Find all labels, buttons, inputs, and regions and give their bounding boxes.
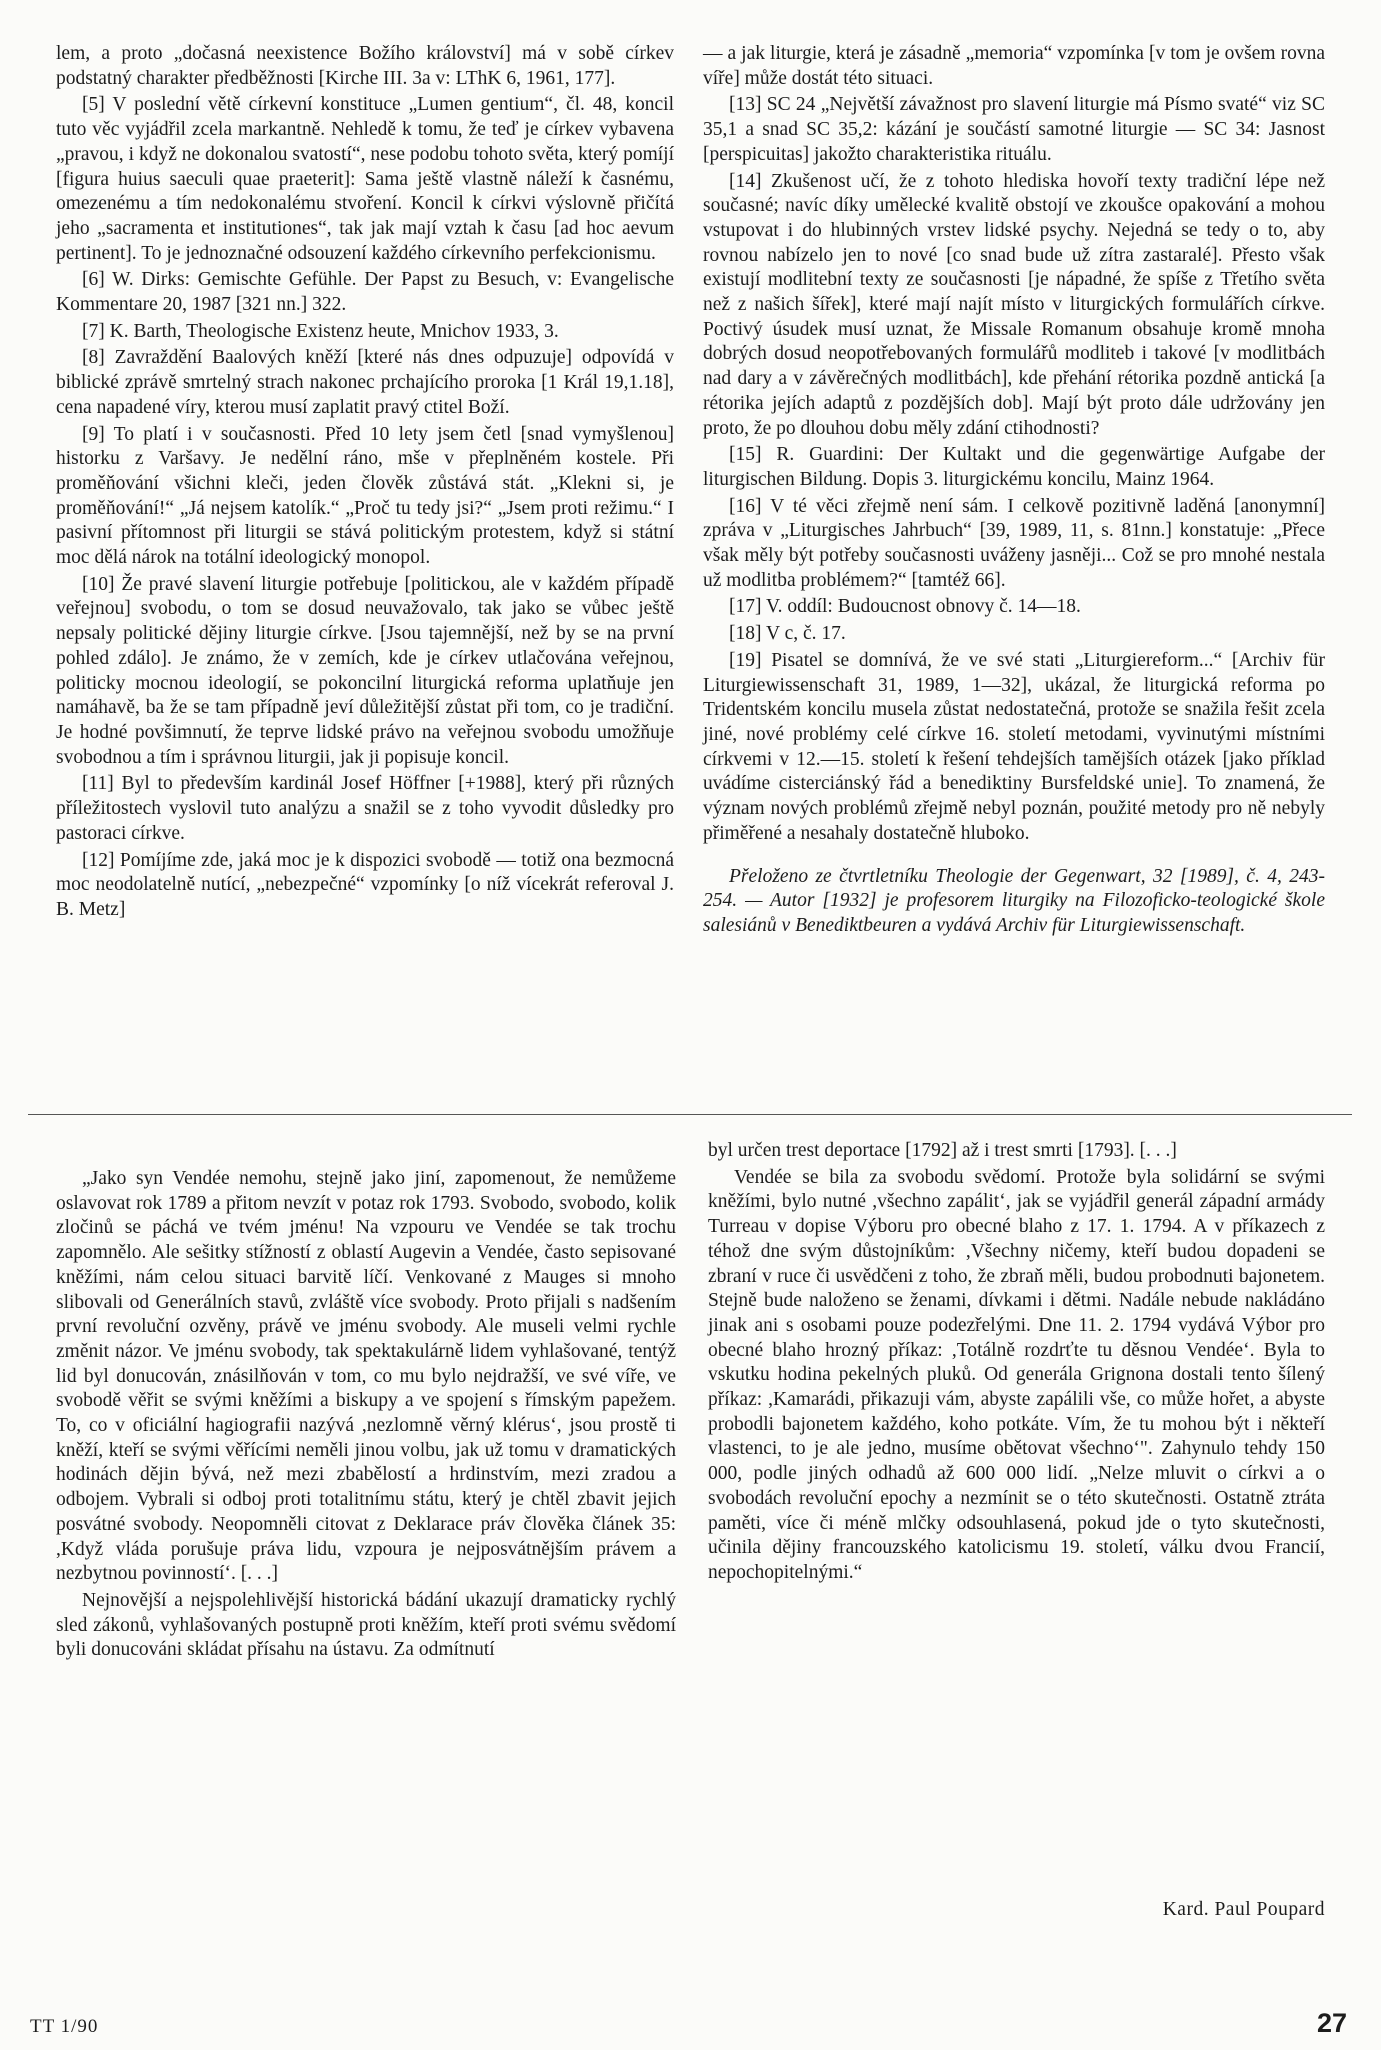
footnote: [19] Pisatel se domnívá, že ve své stati „Liturgiereform...“ [Archiv für Liturgiewissenschaft 31, 1989, 1—32], ukázal, že liturgická reforma po Tridentském koncilu musela zůstat nedostatečná, protože se snažila řešit zcela jiné, nové problémy celé církve 16. století metodami, vyvinutými místními církvemi v 12.—15. století k řešení tehdejších tamějších otázek [jako příklad uvádíme cisterciánský řád a benediktiny Bursfeldské unie]. To znamená, že význam nových problémů zřejmě nebyl poznán, použité metody pro ně nebyly přiměřené a nesahaly dostatečně hluboko. xyxy=(703,649,1325,844)
footnotes-left-column xyxy=(56,42,674,923)
footnote: [5] V poslední větě církevní konstituce „Lumen gentium“, čl. 48, koncil tuto věc vyjádřil zcela markantně. Nehledě k tomu, že teď je církev vybavena „pravou, i když ne dokonalou svatostí“, nese podobu tohoto světa, který pomíjí [figura huius saeculi quae praeterit]: Sama ještě vlastně náleží k časnému, omezenému a tím nedokonalému stvoření. Koncil k církvi výslovně přičítá jeho „sacramenta et institutiones“, tak jak mají vztah k času [ad hoc aevum pertinent]. To je jednoznačné odsouzení každého církevního perfekcionismu. xyxy=(56,94,674,264)
footnote: [7] K. Barth, Theologische Existenz heute, Mnichov 1933, 3. xyxy=(82,320,559,342)
footnote: [12] Pomíjíme zde, jaká moc je k dispozici svobodě — totiž ona bezmocná moc neodolatelně nutící, „nebezpečné“ vzpomínky [o níž vícekrát referoval J. B. Metz] xyxy=(56,849,674,920)
article-paragraph: byl určen trest deportace [1792] až i trest smrti [1793]. [. . .] xyxy=(708,1140,1177,1161)
article-paragraph: Vendée se bila za svobodu svědomí. Protože byla solidární se svými kněžími, bylo nutné ,všechno zapálit‘, jak se vyjádřil generál západní armády Turreau v dopise Výboru pro obecné blaho z 17. 1. 1794. A v příkazech z téhož dne svým důstojníkům: ,Všechny ničemy, kteří budou dopadeni se zbraní v ruce či usvědčeni z toho, že zbraň měli, budou probodnuti bajonetem. Stejně bude naloženo se ženami, dívkami i dětmi. Nadále nebude nakládáno jinak ani s osobami pouze podezřelými. Dne 11. 2. 1794 vydává Výbor pro obecné blaho hrozný příkaz: ,Totálně rozdrťte tu děsnou Vendée‘. Byla to vskutku hodina pekelných pluků. Od generála Grignona dostali tento šílený příkaz: ,Kamarádi, přikazuji vám, abyste zapálili vše, co může hořet, a abyste probodli bajonetem každého, koho potkáte. Vím, že tu mohou být i někteří vlastenci, to je ale jedno, musíme obětovat všechno‘". Zahynulo tehdy 150 000, podle jiných odhadů až 600 000 lidí. „Nelze mluvit o církvi a o svobodách revoluční epochy a nezmínit se o této skutečnosti. Ostatně ztráta paměti, více či méně mlčky odsouhlasená, pokud jde o tyto skutečnosti, učinila dějiny francouzského katolicismu 19. století, válku dvou Francií, nepochopitelnými.“ xyxy=(708,1166,1325,1583)
footnote: [13] SC 24 „Největší závažnost pro slavení liturgie má Písmo svaté“ viz SC 35,1 a snad SC 35,2: kázání je součástí samotné liturgie — SC 34: Jasnost [perspicuitas] jakožto charakteristika rituálu. xyxy=(703,94,1325,165)
footnote: [14] Zkušenost učí, že z tohoto hlediska hovoří texty tradiční lépe než současné; navíc díky umělecké kvalitě obstojí ve zkoušce opakování a mohou vstupovat i do hlubinných vrstev lidské psychy. Nejedná se tedy o to, aby rovnou nabízelo jen to nové [co snad bude už zítra zastaralé]. Přesto však existují modlitební texty ze současnosti [je nápadné, že spíše z Třetího světa než z našich šířek], které mají najít místo v liturgických formulářích církve. Poctivý úsudek musí uznat, že Missale Romanum obsahuje kromě mnoha dobrých dosud neopotřebovaných formulářů modliteb i takové [v modlitbách nad dary a v závěrečných modlitbách], kde přehání rétorika pozdně antická [a rétorika jejích adaptů z pozdějších dob]. Mají být proto dále udržovány jen proto, že po dlouhou dobu měly zdání ctihodnosti? xyxy=(703,170,1325,439)
section-divider xyxy=(28,1114,1352,1115)
footnote: [16] V té věci zřejmě není sám. I celkově pozitivně laděná [anonymní] zpráva v „Liturgisches Jahrbuch“ [39, 1989, 11, s. 81nn.] konstatuje: „Přece však měly být potřeby současnosti uváženy jasněji... Což se pro mnohé nestala už modlitba problémem?“ [tamtéž 66]. xyxy=(703,495,1325,591)
footnote: [8] Zavraždění Baalových kněží [které nás dnes odpuzuje] odpovídá v biblické zprávě smrtelný strach nakonec prchajícího proroka [1 Král 19,1.18], cena napadené víry, kterou musí zaplatit pravý ctitel Boží. xyxy=(56,347,674,418)
author-signature: Kard. Paul Poupard xyxy=(1162,1899,1325,1920)
footnote: [15] R. Guardini: Der Kultakt und die gegenwärtige Aufgabe der liturgischen Bildung. Dopis 3. liturgickému koncilu, Mainz 1964. xyxy=(703,444,1325,490)
footnote: [18] V c, č. 17. xyxy=(729,623,846,645)
issue-label: TT 1/90 xyxy=(30,2016,99,2037)
page-number: 27 xyxy=(1316,2008,1347,2038)
source-note: Přeloženo ze čtvrtletníku Theologie der Gegenwart, 32 [1989], č. 4, 243-254. — Autor [1932] je profesorem liturgiky na Filozoficko-teologické škole salesiánů v Benediktbeuren a vydává Archiv für Liturgiewissenschaft. xyxy=(703,865,1325,936)
footnote: [17] V. oddíl: Budoucnost obnovy č. 14—18. xyxy=(729,596,1081,618)
footnotes-right-column xyxy=(703,42,1325,939)
footnote: — a jak liturgie, která je zásadně „memoria“ vzpomínka [v tom je ovšem rovna víře] může dostát této situaci. xyxy=(703,43,1325,89)
footnote: [10] Že pravé slavení liturgie potřebuje [politickou, ale v každém případě veřejnou] svobodu, o tom se dosud neuvažovalo, tak jako se vůbec ještě nepsaly politické dějiny liturgie církve. [Jsou tajemnější, než by se na první pohled zdálo]. Je známo, že v zemích, kde je církev utlačována veřejnou, politicky mocnou ideologií, se pokoncilní liturgická reforma uplatňuje jen namáhavě, ba že se tam případně jeví důležitější zůstat při tom, co je tradiční. Je hodné povšimnutí, že teprve lidské právo na veřejnou svobodu umožňuje svobodnou a tím i správnou liturgii, jak ji popisuje koncil. xyxy=(56,573,674,768)
footnote: lem, a proto „dočasná neexistence Božího království] má v sobě církev podstatný charakter předběžnosti [Kirche III. 3a v: LThK 6, 1961, 177]. xyxy=(56,43,674,89)
article-paragraph: Nejnovější a nejspolehlivější historická bádání ukazují dramaticky rychlý sled zákonů, vyhlašovaných postupně proti kněžím, kteří proti svému svědomí byli donucováni skládat přísahu na ústavu. Za odmítnutí xyxy=(56,1589,676,1661)
article-paragraph: „Jako syn Vendée nemohu, stejně jako jiní, zapomenout, že nemůžeme oslavovat rok 1789 a přitom nevzít v potaz rok 1793. Svobodo, svobodo, kolik zločinů se páchá ve tvém jménu! Na vzpouru ve Vendée se tak trochu zapomnělo. Ale sešitky stížností z oblastí Augevin a Vendée, často sepisované kněžími, nám celou situaci barvitě líčí. Venkované z Mauges si mnoho slibovali od Generálních stavů, zvláště více svobody. Proto přijali s nadšením první revoluční ozvěny, právě ve jménu svobody. Ale museli velmi rychle změnit názor. Ve jménu svobody, tak spektakulárně lidem vyhlašované, tentýž lid byl donucován, znásilňován v tom, co mu bylo nejdražší, ve své víře, ve svobodě věřit se svými kněžími a biskupy a ve spojení s římským papežem. To, co v oficiální hagiografii nazývá ,nezlomně věrný klérus‘, jsou prostě ti kněží, kteří se svými věřícími neměli jinou volbu, jak už tomu v dramatických hodinách dějin bývá, než mezi zbabělostí a hrdinstvím, mezi zradou a odbojem. Vybrali si odboj proti totalitnímu státu, který je chtěl zbavit jejich posvátné svobody. Neopomněli citovat z Deklarace práv člověka článek 35: ,Když vláda porušuje práva lidu, vzpoura je nejposvátnějším právem a nezbytnou povinností‘. [. . .] xyxy=(56,1168,676,1585)
article-left-column xyxy=(56,1167,676,1663)
footnote: [11] Byl to především kardinál Josef Höffner [+1988], který při různých příležitostech vyslovil tuto analýzu a snažil se z toho vyvodit důsledky pro pastoraci církve. xyxy=(56,773,674,844)
footnote: [6] W. Dirks: Gemischte Gefühle. Der Papst zu Besuch, v: Evangelische Kommentare 20, 1987 [321 nn.] 322. xyxy=(56,269,674,316)
article-right-column xyxy=(708,1139,1325,1586)
footnote: [9] To platí i v současnosti. Před 10 lety jsem četl [snad vymyšlenou] historku z Varšavy. Je nedělní ráno, mše v přeplněném kostele. Při proměňování všichni kleči, jeden člověk zůstává stát. „Klekni si, je proměňování!“ „Já nejsem katolík.“ „Proč tu tedy jsi?“ „Jsem proti režimu.“ I pasivní přítomnost při liturgii se stává politickým protestem, když si státní moc dělá nárok na totální ideologický monopol. xyxy=(56,423,674,569)
